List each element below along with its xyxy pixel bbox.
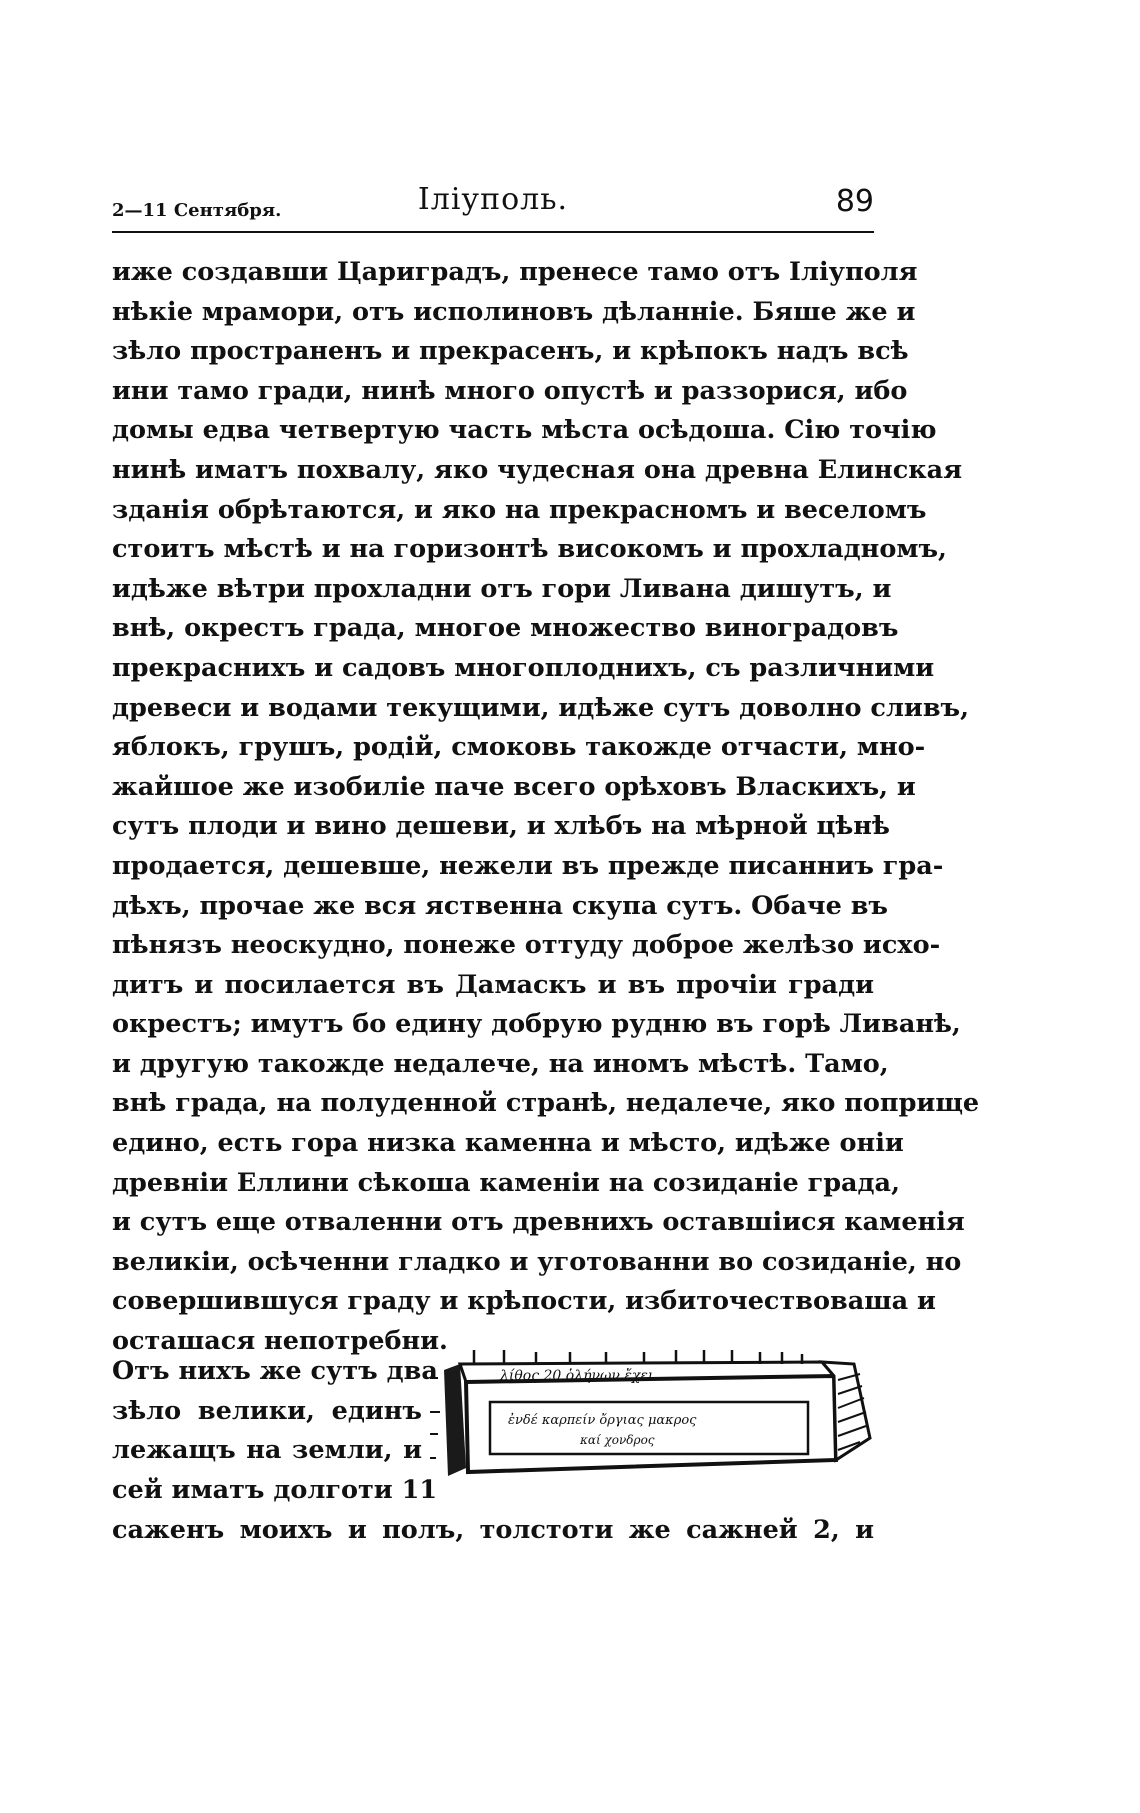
main-text	[112, 253, 980, 1362]
text-line: пѣнязъ неоскудно, понеже оттуду доброе желѣзо исхо-	[112, 930, 941, 961]
text-line: иже создавши Цариградъ, пренесе тамо отъ Іліуполя	[112, 257, 918, 287]
running-head-date: 2—11 Сентября.	[112, 200, 282, 221]
text-line: великіи, осѣченни гладко и уготованни во созиданіе, но	[112, 1246, 962, 1277]
text-line: ини тамо гради, нинѣ много опустѣ и раззорися, ибо	[112, 375, 908, 406]
text-line: сей иматъ долготи 11	[112, 1474, 438, 1505]
header-rule	[112, 231, 874, 233]
stone-left-end	[444, 1364, 466, 1476]
text-line: и сутъ еще отваленни отъ древнихъ оставшіися каменія	[112, 1207, 965, 1238]
text-line: лежащъ на земли, и	[112, 1435, 422, 1466]
inscription-lower-1: ἐνδέ καρπείν ὄργιας μακρος	[508, 1413, 697, 1428]
text-line: яблокъ, грушъ, родій, смоковь такожде отчасти, мно-	[112, 732, 926, 763]
text-line: внѣ града, на полуденной странѣ, недалече, яко поприще	[112, 1088, 980, 1119]
inscription-lower-2: καί χονδρος	[580, 1433, 655, 1447]
pointer-dashes	[430, 1378, 440, 1458]
text-line: дѣхъ, прочае же вся яственна скупа сутъ. Обаче въ	[112, 890, 888, 921]
page-number: 89	[835, 184, 874, 219]
text-below-illustration	[112, 1511, 874, 1551]
text-line: сутъ плоди и вино дешеви, и хлѣбъ на мѣрной цѣнѣ	[112, 811, 890, 842]
text-line: совершившуся граду и крѣпости, избиточествоваша и	[112, 1286, 936, 1317]
text-line: дитъ и посилается въ Дамаскъ и въ прочіи гради	[112, 969, 874, 1000]
text-line: домы едва четвертую часть мѣста осѣдоша. Сію точію	[112, 415, 937, 446]
text-line: едино, есть гора низка каменна и мѣсто, идѣже оніи	[112, 1128, 904, 1159]
text-line: идѣже вѣтри прохладни отъ гори Ливана дишутъ, и	[112, 573, 892, 604]
text-beside-illustration	[112, 1352, 438, 1510]
text-line: зѣло пространенъ и прекрасенъ, и крѣпокъ надъ всѣ	[112, 336, 909, 367]
text-line: древеси и водами текущими, идѣже сутъ доволно сливъ,	[112, 692, 969, 723]
running-head-title: Іліуполь.	[417, 182, 569, 217]
text-line: зѣло велики, единъ	[112, 1395, 422, 1426]
running-head	[112, 178, 874, 228]
text-line: саженъ моихъ и полъ, толстоти же сажней 2, и	[112, 1515, 874, 1545]
stone-block-illustration	[430, 1350, 872, 1482]
text-line: продается, дешевше, нежели въ прежде писанниъ гра-	[112, 850, 944, 881]
text-line: нѣкіе мрамори, отъ исполиновъ дѣланніе. Бяше же и	[112, 296, 916, 327]
text-line: нинѣ иматъ похвалу, яко чудесная она древна Елинская	[112, 454, 963, 485]
text-line: окрестъ; имутъ бо едину добрую рудню въ горѣ Ливанѣ,	[112, 1009, 961, 1040]
text-line: стоитъ мѣстѣ и на горизонтѣ високомъ и прохладномъ,	[112, 534, 947, 565]
text-line: осташася непотребни.	[112, 1326, 448, 1357]
inscription-upper: λίθος 20 ὁλήνων ἔχει	[500, 1368, 654, 1384]
text-line: жайшое же изобиліе паче всего орѣховъ Власкихъ, и	[112, 771, 916, 802]
text-line: зданія обрѣтаются, и яко на прекрасномъ и веселомъ	[112, 494, 927, 525]
text-line: и другую такожде недалече, на иномъ мѣстѣ. Тамо,	[112, 1048, 889, 1079]
text-line: древніи Еллини сѣкоша каменіи на созиданіе града,	[112, 1167, 900, 1198]
text-line: прекраснихъ и садовъ многоплоднихъ, съ различними	[112, 652, 935, 683]
text-line: внѣ, окрестъ града, многое множество виноградовъ	[112, 613, 899, 644]
text-line: Отъ нихъ же сутъ два	[112, 1356, 438, 1386]
